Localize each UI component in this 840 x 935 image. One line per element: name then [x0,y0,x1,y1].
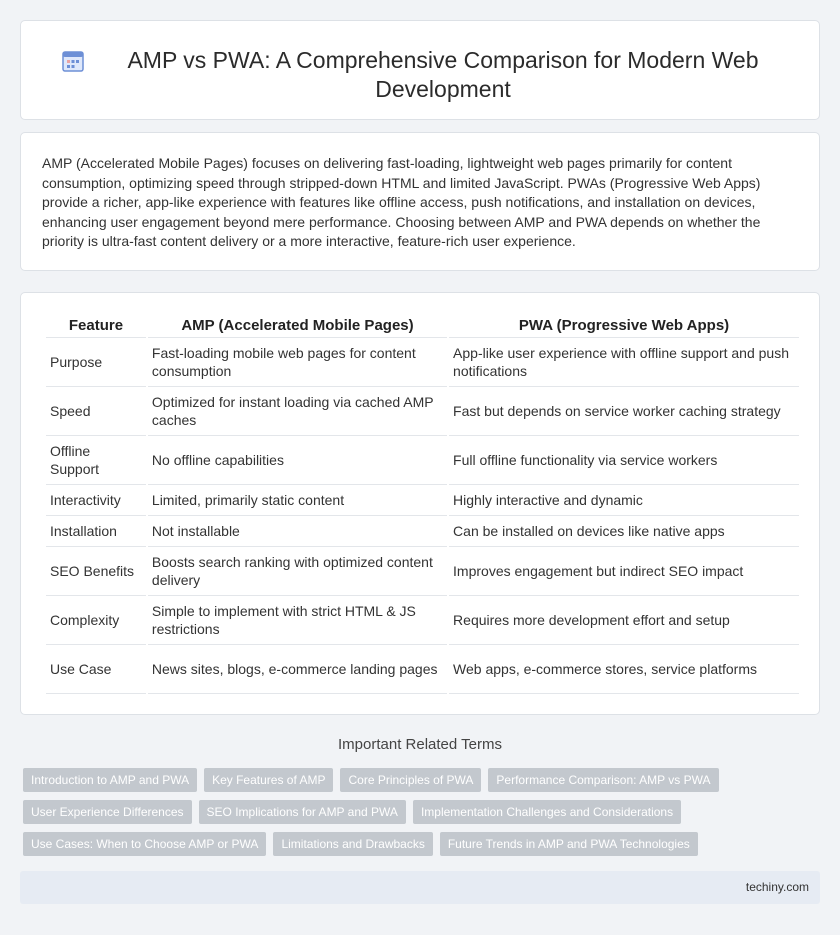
table-row [46,547,799,596]
row-pwa: Requires more development effort and setup [449,596,799,645]
row-pwa: Fast but depends on service worker caching strategy [449,387,799,436]
row-feature: Use Case [46,645,146,694]
row-amp: Simple to implement with strict HTML & JS restrictions [148,596,447,645]
row-feature: Interactivity [46,485,146,516]
title-card [20,20,820,120]
header-feature: Feature [46,314,146,338]
related-term-tag[interactable]: Limitations and Drawbacks [273,832,432,856]
table-row [46,436,799,485]
table-row [46,645,799,694]
intro-card [20,132,820,271]
row-pwa: Full offline functionality via service workers [449,436,799,485]
row-feature: SEO Benefits [46,547,146,596]
table-row [46,596,799,645]
header-amp: AMP (Accelerated Mobile Pages) [148,314,447,338]
intro-paragraph: AMP (Accelerated Mobile Pages) focuses on delivering fast-loading, lightweight web pages primarily for content consumption, optimizing speed through stripped-down HTML and limited JavaScript. PWAs (Progressive Web Apps) provide a richer, app-like experience with features like offline access, push notifications, and installation on devices, enhancing user engagement beyond mere performance. Choosing between AMP and PWA depends on whether the priority is ultra-fast content delivery or a more interactive, feature-rich user experience. [42,155,761,250]
footer-site: techiny.com [745,880,809,894]
table-row [46,516,799,547]
row-pwa: Improves engagement but indirect SEO impact [449,547,799,596]
related-term-tag[interactable]: SEO Implications for AMP and PWA [199,800,406,824]
row-amp: Fast-loading mobile web pages for content consumption [148,338,447,387]
row-pwa: App-like user experience with offline support and push notifications [449,338,799,387]
row-amp: Limited, primarily static content [148,485,447,516]
row-feature: Complexity [46,596,146,645]
table-row [46,387,799,436]
row-amp: Not installable [148,516,447,547]
header-pwa: PWA (Progressive Web Apps) [449,314,799,338]
related-term-tag[interactable]: Core Principles of PWA [340,768,481,792]
calendar-icon [61,49,85,73]
related-term-tag[interactable]: Performance Comparison: AMP vs PWA [488,768,718,792]
related-terms-title: Important Related Terms [338,736,502,753]
related-terms-row [23,768,823,792]
row-pwa: Can be installed on devices like native apps [449,516,799,547]
row-amp: News sites, blogs, e-commerce landing pages [148,645,447,694]
page-title: AMP vs PWA: A Comprehensive Comparison for Modern Web Development [127,47,759,102]
related-term-tag[interactable]: Key Features of AMP [204,768,333,792]
table-row [46,485,799,516]
related-term-tag[interactable]: Future Trends in AMP and PWA Technologies [440,832,698,856]
comparison-table [44,314,801,694]
row-amp: Optimized for instant loading via cached AMP caches [148,387,447,436]
row-feature: Offline Support [46,436,146,485]
comparison-table-card [20,292,820,715]
row-amp: Boosts search ranking with optimized content delivery [148,547,447,596]
related-terms-row [23,832,823,856]
footer [20,871,820,904]
row-pwa: Highly interactive and dynamic [449,485,799,516]
table-header-row [46,314,799,338]
related-terms-row [23,800,823,824]
related-terms [23,768,823,864]
row-feature: Purpose [46,338,146,387]
related-term-tag[interactable]: User Experience Differences [23,800,192,824]
related-term-tag[interactable]: Implementation Challenges and Considerations [413,800,681,824]
table-row [46,338,799,387]
related-term-tag[interactable]: Use Cases: When to Choose AMP or PWA [23,832,266,856]
row-feature: Speed [46,387,146,436]
row-feature: Installation [46,516,146,547]
row-pwa: Web apps, e-commerce stores, service platforms [449,645,799,694]
row-amp: No offline capabilities [148,436,447,485]
related-term-tag[interactable]: Introduction to AMP and PWA [23,768,197,792]
